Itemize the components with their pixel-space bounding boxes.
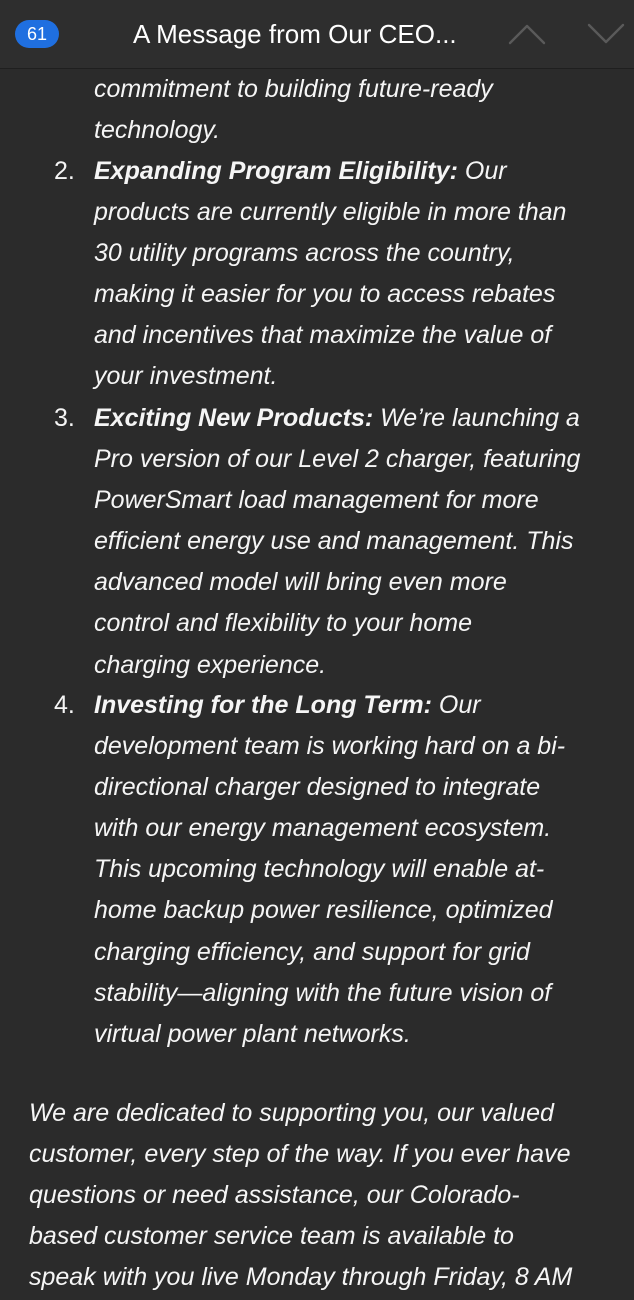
text-line: home backup power resilience, optimized: [94, 896, 553, 925]
text-line: and incentives that maximize the value of: [94, 321, 552, 350]
next-message-button[interactable]: [586, 19, 626, 49]
text-line: We are dedicated to supporting you, our valued: [29, 1099, 554, 1127]
continued-paragraph: [94, 69, 493, 151]
text-line: advanced model will bring even more: [94, 568, 507, 597]
text-line: 30 utility programs across the country,: [94, 239, 515, 268]
text-line: products are currently eligible in more than: [94, 198, 567, 227]
email-subject-title: A Message from Our CEO...: [133, 19, 457, 49]
text-line: charging efficiency, and support for grid: [94, 937, 530, 966]
previous-message-button[interactable]: [507, 19, 547, 49]
text-line: making it easier for you to access rebates: [94, 280, 556, 309]
list-item-first-line-rest: Our: [457, 157, 507, 185]
text-line: efficient energy use and management. This: [94, 527, 574, 556]
closing-paragraph: [29, 1093, 572, 1298]
text-line: Pro version of our Level 2 charger, featuring: [94, 445, 581, 474]
list-item-heading: Investing for the Long Term:: [94, 691, 432, 719]
list-number: 4.: [54, 691, 75, 719]
list-item-first-line-rest: Our: [431, 691, 481, 719]
text-line: development team is working hard on a bi-: [94, 732, 566, 761]
list-item-heading: Exciting New Products:: [94, 404, 374, 432]
text-line: This upcoming technology will enable at-: [94, 855, 545, 884]
list-item-first-line: [94, 151, 566, 192]
text-line: PowerSmart load management for more: [94, 486, 539, 515]
text-line: your investment.: [94, 362, 278, 391]
list-number: 2.: [54, 157, 75, 185]
text-line: control and flexibility to your home: [94, 609, 472, 638]
list-item-text: [94, 685, 565, 1055]
text-line: stability—aligning with the future vision of: [94, 978, 552, 1007]
text-line: with our energy management ecosystem.: [94, 814, 552, 843]
text-line: charging experience.: [94, 650, 327, 679]
list-item-first-line-rest: We’re launching a: [373, 404, 580, 432]
list-item-text: [94, 398, 580, 686]
text-line: virtual power plant networks.: [94, 1019, 411, 1048]
text-line: technology.: [94, 116, 221, 145]
unread-count-badge[interactable]: 61: [15, 20, 59, 48]
chevron-up-icon: [508, 23, 546, 45]
list-item-text: [94, 151, 566, 398]
text-line: directional charger designed to integrate: [94, 773, 541, 802]
text-line: customer, every step of the way. If you ever have: [29, 1140, 571, 1169]
text-line: speak with you live Monday through Friday, 8 AM: [29, 1263, 573, 1292]
list-number: 3.: [54, 404, 75, 432]
chevron-down-icon: [587, 23, 625, 45]
text-line: based customer service team is available to: [29, 1222, 514, 1251]
text-line: questions or need assistance, our Colorado-: [29, 1181, 520, 1210]
email-body[interactable]: [0, 69, 634, 1300]
list-item-first-line: [94, 685, 565, 726]
email-header-bar: [0, 0, 634, 69]
list-item-first-line: [94, 398, 580, 439]
text-line: commitment to building future-ready: [94, 75, 493, 103]
list-item-heading: Expanding Program Eligibility:: [94, 157, 458, 185]
